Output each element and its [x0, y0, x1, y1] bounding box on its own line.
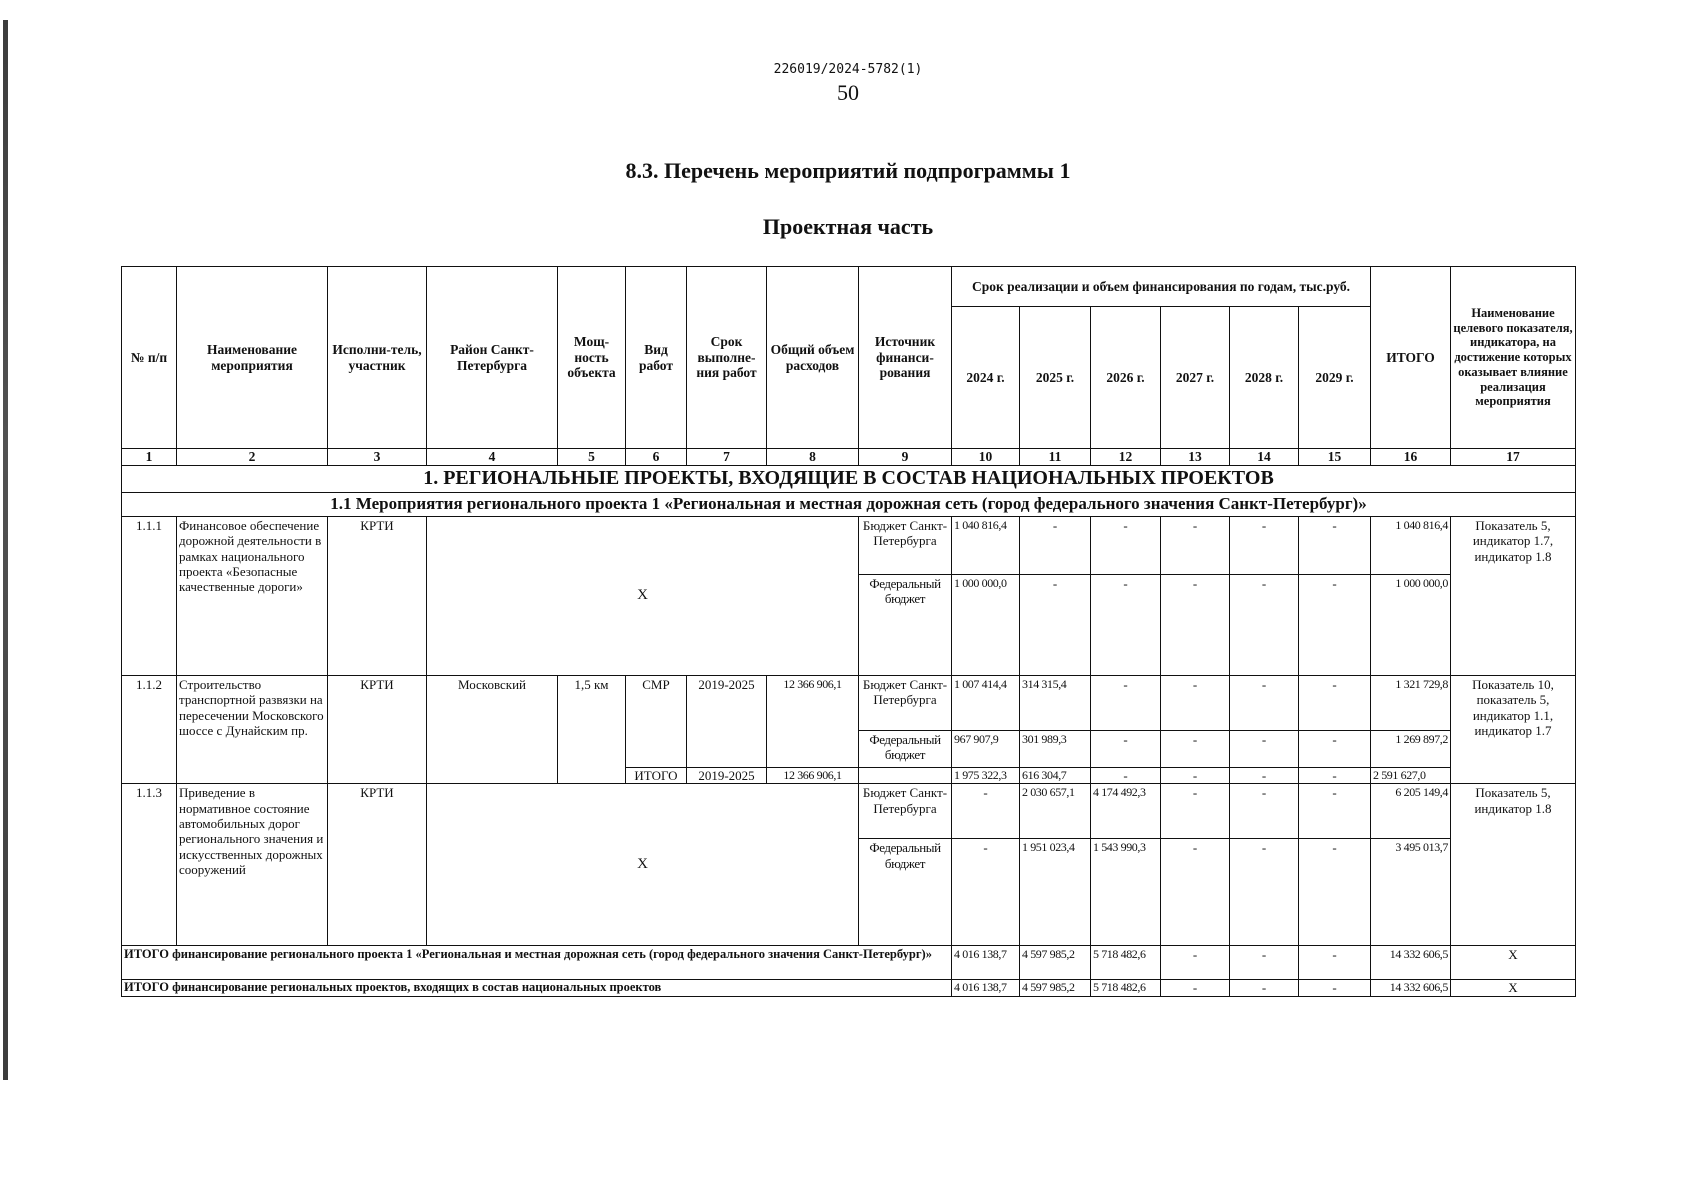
value-2025: 4 597 985,2: [1020, 946, 1091, 980]
value-itogo: 3 495 013,7: [1371, 839, 1451, 946]
indicator-x: Х: [1451, 946, 1576, 980]
value-2026: 5 718 482,6: [1091, 946, 1161, 980]
value-2027: -: [1161, 839, 1230, 946]
total-national-label: ИТОГО финансирование региональных проектов, входящих в состав национальных проектов: [122, 980, 952, 997]
value-itogo: 1 040 816,4: [1371, 516, 1451, 574]
col-number: 8: [767, 449, 859, 466]
value-2024: -: [952, 784, 1020, 839]
value-2028: -: [1230, 574, 1299, 675]
value-2028: -: [1230, 784, 1299, 839]
value-2026: 5 718 482,6: [1091, 980, 1161, 997]
value-2025: 2 030 657,1: [1020, 784, 1091, 839]
header-total-cost: Общий объем расходов: [767, 267, 859, 449]
value-2029: -: [1299, 784, 1371, 839]
merged-x-cell: Х: [427, 784, 859, 946]
col-number: 2: [177, 449, 328, 466]
table-row: [122, 675, 1576, 730]
value-2024: 4 016 138,7: [952, 946, 1020, 980]
itogo-work-type: ИТОГО: [626, 767, 687, 783]
funding-source: Федеральный бюджет: [859, 730, 952, 767]
activity-name: Приведение в нормативное состояние автомобильных дорог регионального значения и искусственных дорожных сооружений: [177, 784, 328, 946]
funding-source-empty: [859, 767, 952, 783]
subsection-title: 1.1 Мероприятия регионального проекта 1 «Региональная и местная дорожная сеть (город федерального значения Санкт-Петербург)»: [122, 492, 1576, 516]
total-row-project: [122, 946, 1576, 980]
col-number: 14: [1230, 449, 1299, 466]
col-number: 7: [687, 449, 767, 466]
value-2029: -: [1299, 574, 1371, 675]
page-title: 8.3. Перечень мероприятий подпрограммы 1: [625, 158, 1071, 183]
value-itogo: 14 332 606,5: [1371, 946, 1451, 980]
page-subtitle: Проектная часть: [762, 214, 934, 239]
district: Московский: [427, 675, 558, 783]
value-2024: 4 016 138,7: [952, 980, 1020, 997]
header-itogo: ИТОГО: [1371, 267, 1451, 449]
value-2027: -: [1161, 980, 1230, 997]
value-2027: -: [1161, 767, 1230, 783]
header-2026: 2026 г.: [1091, 307, 1161, 449]
page-number: 50: [837, 80, 859, 105]
col-number: 15: [1299, 449, 1371, 466]
total-project-label: ИТОГО финансирование регионального проекта 1 «Региональная и местная дорожная сеть (город федерального значения Санкт-Петербург)»: [122, 946, 952, 980]
value-2025: 4 597 985,2: [1020, 980, 1091, 997]
header-executor: Исполни-тель, участник: [328, 267, 427, 449]
header-2025: 2025 г.: [1020, 307, 1091, 449]
value-2024: 1 975 322,3: [952, 767, 1020, 783]
header-district: Район Санкт-Петербурга: [427, 267, 558, 449]
total-cost: 12 366 906,1: [767, 675, 859, 767]
capacity: 1,5 км: [558, 675, 626, 783]
total-row-national: [122, 980, 1576, 997]
value-2024: 1 040 816,4: [952, 516, 1020, 574]
col-number: 17: [1451, 449, 1576, 466]
merged-x-cell: Х: [427, 516, 859, 675]
col-number: 6: [626, 449, 687, 466]
col-number: 9: [859, 449, 952, 466]
funding-source: Бюджет Санкт-Петербурга: [859, 516, 952, 574]
value-2028: -: [1230, 839, 1299, 946]
funding-source: Бюджет Санкт-Петербурга: [859, 675, 952, 730]
section-title: 1. РЕГИОНАЛЬНЫЕ ПРОЕКТЫ, ВХОДЯЩИЕ В СОСТАВ НАЦИОНАЛЬНЫХ ПРОЕКТОВ: [122, 465, 1576, 492]
value-itogo: 1 321 729,8: [1371, 675, 1451, 730]
indicator-cell: Показатель 5, индикатор 1.7, индикатор 1.8: [1451, 516, 1576, 675]
header-2024: 2024 г.: [952, 307, 1020, 449]
activity-name: Строительство транспортной развязки на пересечении Московского шоссе с Дунайским пр.: [177, 675, 328, 783]
value-2027: -: [1161, 946, 1230, 980]
value-2027: -: [1161, 516, 1230, 574]
value-2026: -: [1091, 516, 1161, 574]
value-2024: 1 000 000,0: [952, 574, 1020, 675]
executor: КРТИ: [328, 516, 427, 675]
work-type: СМР: [626, 675, 687, 767]
value-2026: -: [1091, 767, 1161, 783]
value-2029: -: [1299, 767, 1371, 783]
col-number: 4: [427, 449, 558, 466]
value-2029: -: [1299, 946, 1371, 980]
col-number: 3: [328, 449, 427, 466]
indicator-x: Х: [1451, 980, 1576, 997]
header-name: Наименование мероприятия: [177, 267, 328, 449]
value-2028: -: [1230, 675, 1299, 730]
value-2024: -: [952, 839, 1020, 946]
value-itogo: 1 000 000,0: [1371, 574, 1451, 675]
value-2025: -: [1020, 574, 1091, 675]
itogo-total-cost: 12 366 906,1: [767, 767, 859, 783]
value-2029: -: [1299, 516, 1371, 574]
col-number: 11: [1020, 449, 1091, 466]
value-2028: -: [1230, 767, 1299, 783]
value-2026: -: [1091, 675, 1161, 730]
value-2024: 967 907,9: [952, 730, 1020, 767]
value-2025: 314 315,4: [1020, 675, 1091, 730]
header-capacity: Мощ-ность объекта: [558, 267, 626, 449]
header-2029: 2029 г.: [1299, 307, 1371, 449]
value-2026: 4 174 492,3: [1091, 784, 1161, 839]
row-num: 1.1.1: [122, 516, 177, 675]
header-2027: 2027 г.: [1161, 307, 1230, 449]
value-2026: -: [1091, 574, 1161, 675]
value-2029: -: [1299, 980, 1371, 997]
col-number: 10: [952, 449, 1020, 466]
value-2029: -: [1299, 730, 1371, 767]
funding-source: Бюджет Санкт-Петербурга: [859, 784, 952, 839]
header-num: № п/п: [122, 267, 177, 449]
value-2026: -: [1091, 730, 1161, 767]
indicator-cell: Показатель 10, показатель 5, индикатор 1.1, индикатор 1.7: [1451, 675, 1576, 783]
value-itogo: 2 591 627,0: [1371, 767, 1451, 783]
activity-name: Финансовое обеспечение дорожной деятельности в рамках национального проекта «Безопасные качественные дороги»: [177, 516, 328, 675]
row-num: 1.1.3: [122, 784, 177, 946]
document-number: 226019/2024-5782(1): [773, 62, 923, 77]
value-2026: 1 543 990,3: [1091, 839, 1161, 946]
header-work-type: Вид работ: [626, 267, 687, 449]
col-number: 1: [122, 449, 177, 466]
col-number: 12: [1091, 449, 1161, 466]
header-indicator: Наименование целевого показателя, индикатора, на достижение которых оказывает влияние реализация мероприятия: [1451, 267, 1576, 449]
value-itogo: 1 269 897,2: [1371, 730, 1451, 767]
value-2028: -: [1230, 516, 1299, 574]
value-2025: -: [1020, 516, 1091, 574]
value-2025: 1 951 023,4: [1020, 839, 1091, 946]
itogo-period: 2019-2025: [687, 767, 767, 783]
header-period: Срок выполне-ния работ: [687, 267, 767, 449]
header-source: Источник финанси-рования: [859, 267, 952, 449]
indicator-cell: Показатель 5, индикатор 1.8: [1451, 784, 1576, 946]
value-2027: -: [1161, 574, 1230, 675]
value-2025: 616 304,7: [1020, 767, 1091, 783]
period: 2019-2025: [687, 675, 767, 767]
value-2028: -: [1230, 980, 1299, 997]
row-num: 1.1.2: [122, 675, 177, 783]
executor: КРТИ: [328, 784, 427, 946]
header-2028: 2028 г.: [1230, 307, 1299, 449]
value-2029: -: [1299, 839, 1371, 946]
column-number-row: [122, 449, 1576, 466]
funding-source: Федеральный бюджет: [859, 839, 952, 946]
funding-source: Федеральный бюджет: [859, 574, 952, 675]
value-2024: 1 007 414,4: [952, 675, 1020, 730]
value-itogo: 14 332 606,5: [1371, 980, 1451, 997]
activities-table: [121, 266, 1576, 997]
value-2025: 301 989,3: [1020, 730, 1091, 767]
col-number: 16: [1371, 449, 1451, 466]
value-2027: -: [1161, 784, 1230, 839]
table-row: [122, 784, 1576, 839]
col-number: 13: [1161, 449, 1230, 466]
col-number: 5: [558, 449, 626, 466]
value-2029: -: [1299, 675, 1371, 730]
value-2027: -: [1161, 730, 1230, 767]
value-2028: -: [1230, 730, 1299, 767]
value-2028: -: [1230, 946, 1299, 980]
table-row: [122, 516, 1576, 574]
value-itogo: 6 205 149,4: [1371, 784, 1451, 839]
value-2027: -: [1161, 675, 1230, 730]
header-years-group: Срок реализации и объем финансирования по годам, тыс.руб.: [952, 267, 1371, 307]
executor: КРТИ: [328, 675, 427, 783]
